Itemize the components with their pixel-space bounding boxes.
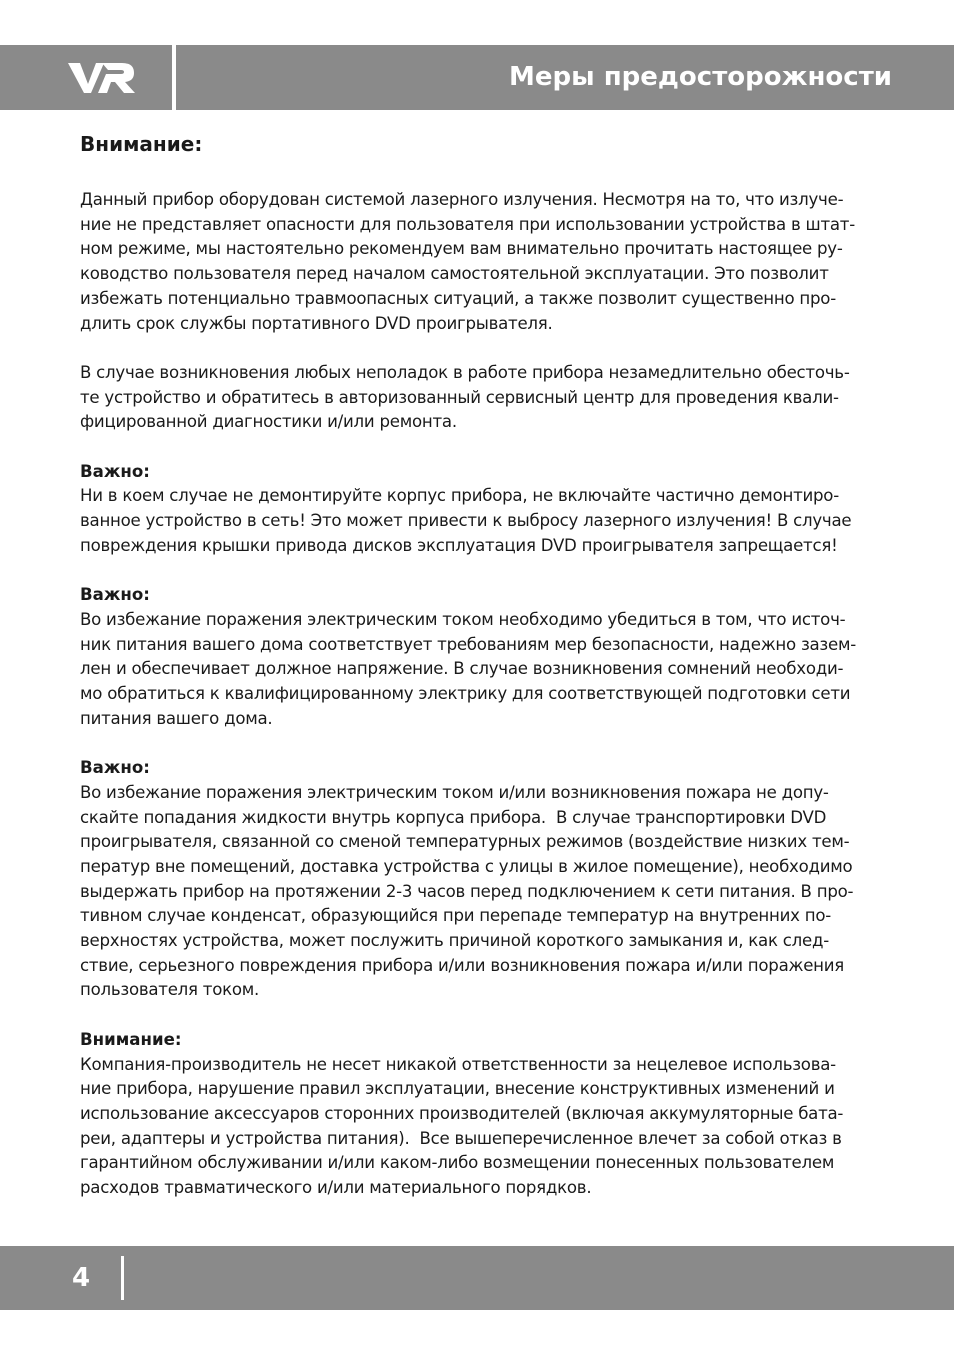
footer-divider [121,1256,124,1300]
text-line: питания вашего дома. [80,708,273,728]
text-line: лен и обеспечивает должное напряжение. В случае возникновения сомнений необходи- [80,659,844,679]
text-line: тивном случае конденсат, образующийся при перепаде температур на внутренних по- [80,906,832,926]
text-line: ванное устройство в сеть! Это может привести к выбросу лазерного излучения! В случае [80,511,852,531]
text-line: Ни в коем случае не демонтируйте корпус прибора, не включайте частично демонтиро- [80,486,839,506]
vr-logo-icon [66,60,138,96]
text-line: пользователя током. [80,980,260,1000]
intro-paragraph-2 [80,361,890,435]
text-line: ние прибора, нарушение правил эксплуатации, внесение конструктивных изменений и [80,1079,835,1099]
text-line: ководство пользователя перед началом самостоятельной эксплуатации. Это позволит [80,264,829,284]
text-line: проигрывателя, связанной со сменой температурных режимов (воздействие низких тем- [80,832,850,852]
page-number: 4 [72,1263,91,1293]
text-line: ник питания вашего дома соответствует требованиям мер безопасности, надежно зазем- [80,634,856,654]
text-line: верхностях устройства, может послужить причиной короткого замыкания и, как след- [80,931,829,951]
text-line: Во избежание поражения электрическим током необходимо убедиться в том, что источ- [80,609,846,629]
header-divider [172,45,176,110]
section-text [80,608,890,732]
text-line: использование аксессуаров сторонних производителей (включая аккумуляторные бата- [80,1103,844,1123]
document-body [80,128,890,1201]
text-line: ном режиме, мы настоятельно рекомендуем вам внимательно прочитать настоящее ру- [80,239,843,259]
main-heading: Внимание: [80,132,203,156]
text-line: выдержать прибор на протяжении 2-3 часов перед подключением к сети питания. В про- [80,881,854,901]
text-line: Во избежание поражения электрическим током и/или возникновения пожара не допу- [80,782,829,802]
intro-paragraph-1 [80,188,890,336]
page-footer [0,1246,954,1310]
page-header [0,45,954,110]
text-line: фицированной диагностики и/или ремонта. [80,412,457,432]
text-line: реи, адаптеры и устройства питания). Все вышеперечисленное влечет за собой отказ в [80,1128,842,1148]
text-line: ствие, серьезного повреждения прибора и/или возникновения пожара и/или поражения [80,955,845,975]
section-heading: Важно: [80,585,150,605]
brand-logo [0,45,172,110]
text-line: гарантийном обслуживании и/или каком-либо возмещении понесенных пользователем [80,1153,835,1173]
text-line: повреждения крышки привода дисков эксплуатация DVD проигрывателя запрещается! [80,535,838,555]
page-title: Меры предосторожности [509,62,892,92]
text-line: длить срок службы портативного DVD проигрывателя. [80,313,553,333]
section-heading: Важно: [80,461,150,481]
text-line: расходов травматического и/или материального порядков. [80,1178,592,1198]
text-line: В случае возникновения любых неполадок в работе прибора незамедлительно обесточь- [80,362,850,382]
text-line: мо обратиться к квалифицированному электрику для соответствующей подготовки сети [80,684,851,704]
text-line: Данный прибор оборудован системой лазерного излучения. Несмотря на то, что излуче- [80,190,844,209]
section-text [80,484,890,558]
text-line: ператур вне помещений, доставка устройства с улицы в жилое помещение), необходимо [80,856,853,876]
text-line: скайте попадания жидкости внутрь корпуса прибора. В случае транспортировки DVD [80,807,827,827]
section-heading: Внимание: [80,1029,182,1049]
text-line: те устройство и обратитесь в авторизованный сервисный центр для проведения квали- [80,387,839,407]
section-heading: Важно: [80,758,150,778]
text-line: ние не представляет опасности для пользователя при использовании устройства в штат- [80,214,855,234]
text-line: избежать потенциально травмоопасных ситуаций, а также позволит существенно про- [80,288,836,308]
section-text [80,781,890,1003]
text-line: Компания-производитель не несет никакой ответственности за нецелевое использова- [80,1054,836,1074]
section-text [80,1053,890,1201]
